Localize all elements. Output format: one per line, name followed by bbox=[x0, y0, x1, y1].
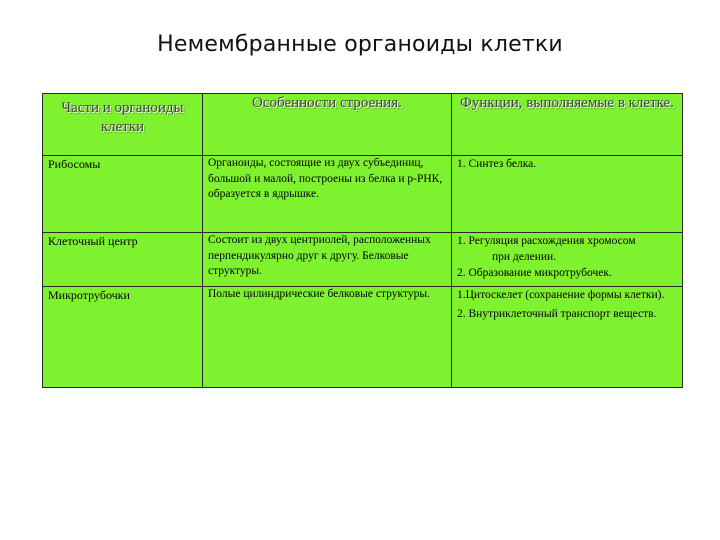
table-header-row bbox=[43, 94, 683, 156]
header-structure: Особенности строения. bbox=[203, 94, 452, 156]
function-item-continuation: при делении. bbox=[492, 251, 557, 263]
function-item: 1.Цитоскелет (сохранение формы клетки). bbox=[457, 289, 665, 301]
functions-cell bbox=[452, 287, 683, 388]
functions-cell bbox=[452, 156, 683, 233]
organoids-table bbox=[42, 93, 683, 388]
function-item: 2. Образование микротрубочек. bbox=[457, 267, 612, 279]
table-row bbox=[43, 156, 683, 233]
function-item: 2. Внутриклеточный транспорт веществ. bbox=[457, 308, 657, 320]
part-cell: Рибосомы bbox=[43, 156, 203, 233]
part-cell: Клеточный центр bbox=[43, 233, 203, 287]
functions-cell bbox=[452, 233, 683, 287]
header-parts: Части и органоиды клетки bbox=[43, 94, 203, 156]
function-item: 1. Синтез белка. bbox=[457, 158, 537, 170]
table-row bbox=[43, 287, 683, 388]
page-title: Немембранные органоиды клетки bbox=[157, 32, 563, 57]
table-row bbox=[43, 233, 683, 287]
function-item: 1. Регуляция расхождения хромосом bbox=[457, 235, 636, 247]
structure-cell: Состоит из двух центриолей, расположенных перпендикулярно друг к другу. Белковые структуры. bbox=[203, 233, 452, 287]
header-functions: Функции, выполняемые в клетке. bbox=[452, 94, 683, 156]
structure-cell: Полые цилиндрические белковые структуры. bbox=[203, 287, 452, 388]
part-cell: Микротрубочки bbox=[43, 287, 203, 388]
structure-cell: Органоиды, состоящие из двух субъединиц, большой и малой, построены из белка и р-РНК, образуется в ядрышке. bbox=[203, 156, 452, 233]
